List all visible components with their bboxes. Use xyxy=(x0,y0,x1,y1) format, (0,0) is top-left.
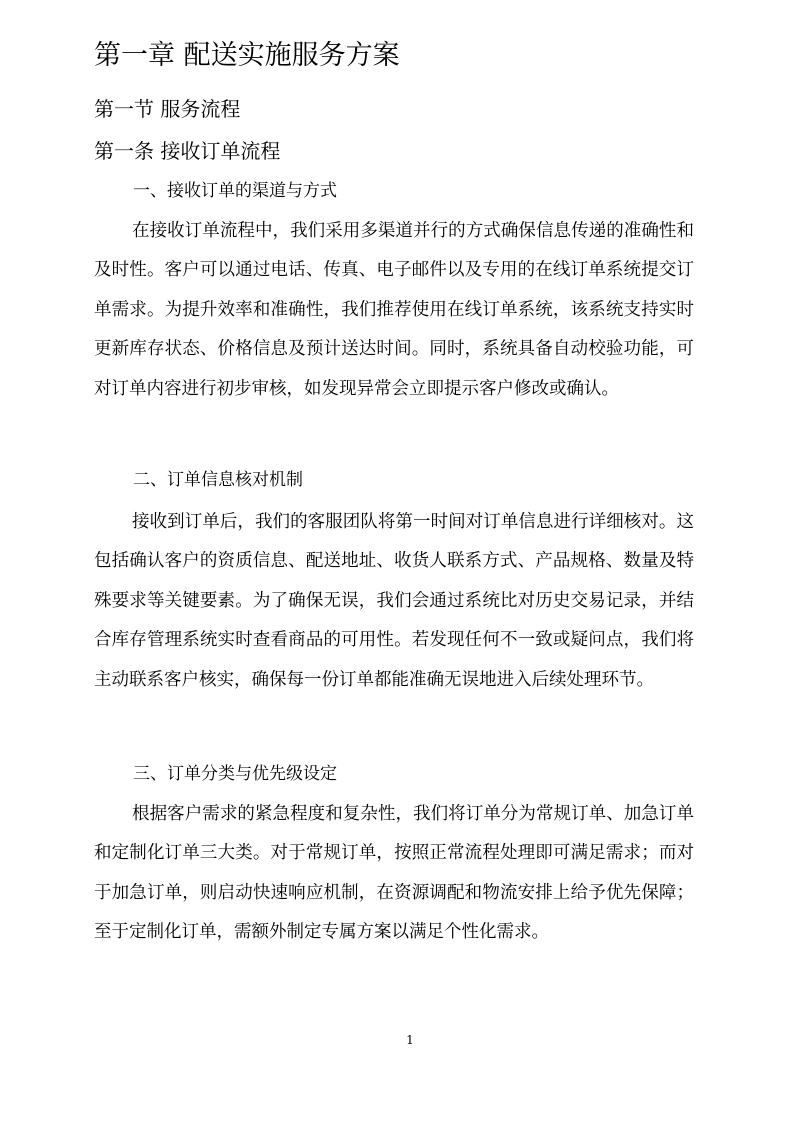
page-number: 1 xyxy=(406,1033,414,1047)
chapter-title: 第一章 配送实施服务方案 xyxy=(94,40,400,71)
subsection-body-classification: 根据客户需求的紧急程度和复杂性，我们将订单分为常规订单、加急订单和定制化订单三大类。对于常规订单，按照正常流程处理即可满足需求；而对于加急订单，则启动快速响应机制，在资源调配和物流安排上给予优先保障；至于定制化订单，需额外制定专属方案以满足个性化需求。 xyxy=(94,804,694,943)
article-title: 第一条 接收订单流程 xyxy=(94,139,281,163)
subsection-body-channels: 在接收订单流程中，我们采用多渠道并行的方式确保信息传递的准确性和及时性。客户可以通过电话、传真、电子邮件以及专用的在线订单系统提交订单需求。为提升效率和准确性，我们推荐使用在线订单系统，该系统支持实时更新库存状态、价格信息及预计送达时间。同时，系统具备自动校验功能，可对订单内容进行初步审核，如发现异常会立即提示客户修改或确认。 xyxy=(94,221,694,399)
subsection-heading-classification: 三、订单分类与优先级设定 xyxy=(133,764,337,784)
section-title: 第一节 服务流程 xyxy=(94,97,241,121)
subsection-heading-verification: 二、订单信息核对机制 xyxy=(133,470,303,490)
subsection-heading-channels: 一、接收订单的渠道与方式 xyxy=(133,181,337,201)
subsection-body-verification: 接收到订单后，我们的客服团队将第一时间对订单信息进行详细核对。这包括确认客户的资质信息、配送地址、收货人联系方式、产品规格、数量及特殊要求等关键要素。为了确保无误，我们会通过系统比对历史交易记录，并结合库存管理系统实时查看商品的可用性。若发现任何不一致或疑问点，我们将主动联系客户核实，确保每一份订单都能准确无误地进入后续处理环节。 xyxy=(94,512,694,690)
